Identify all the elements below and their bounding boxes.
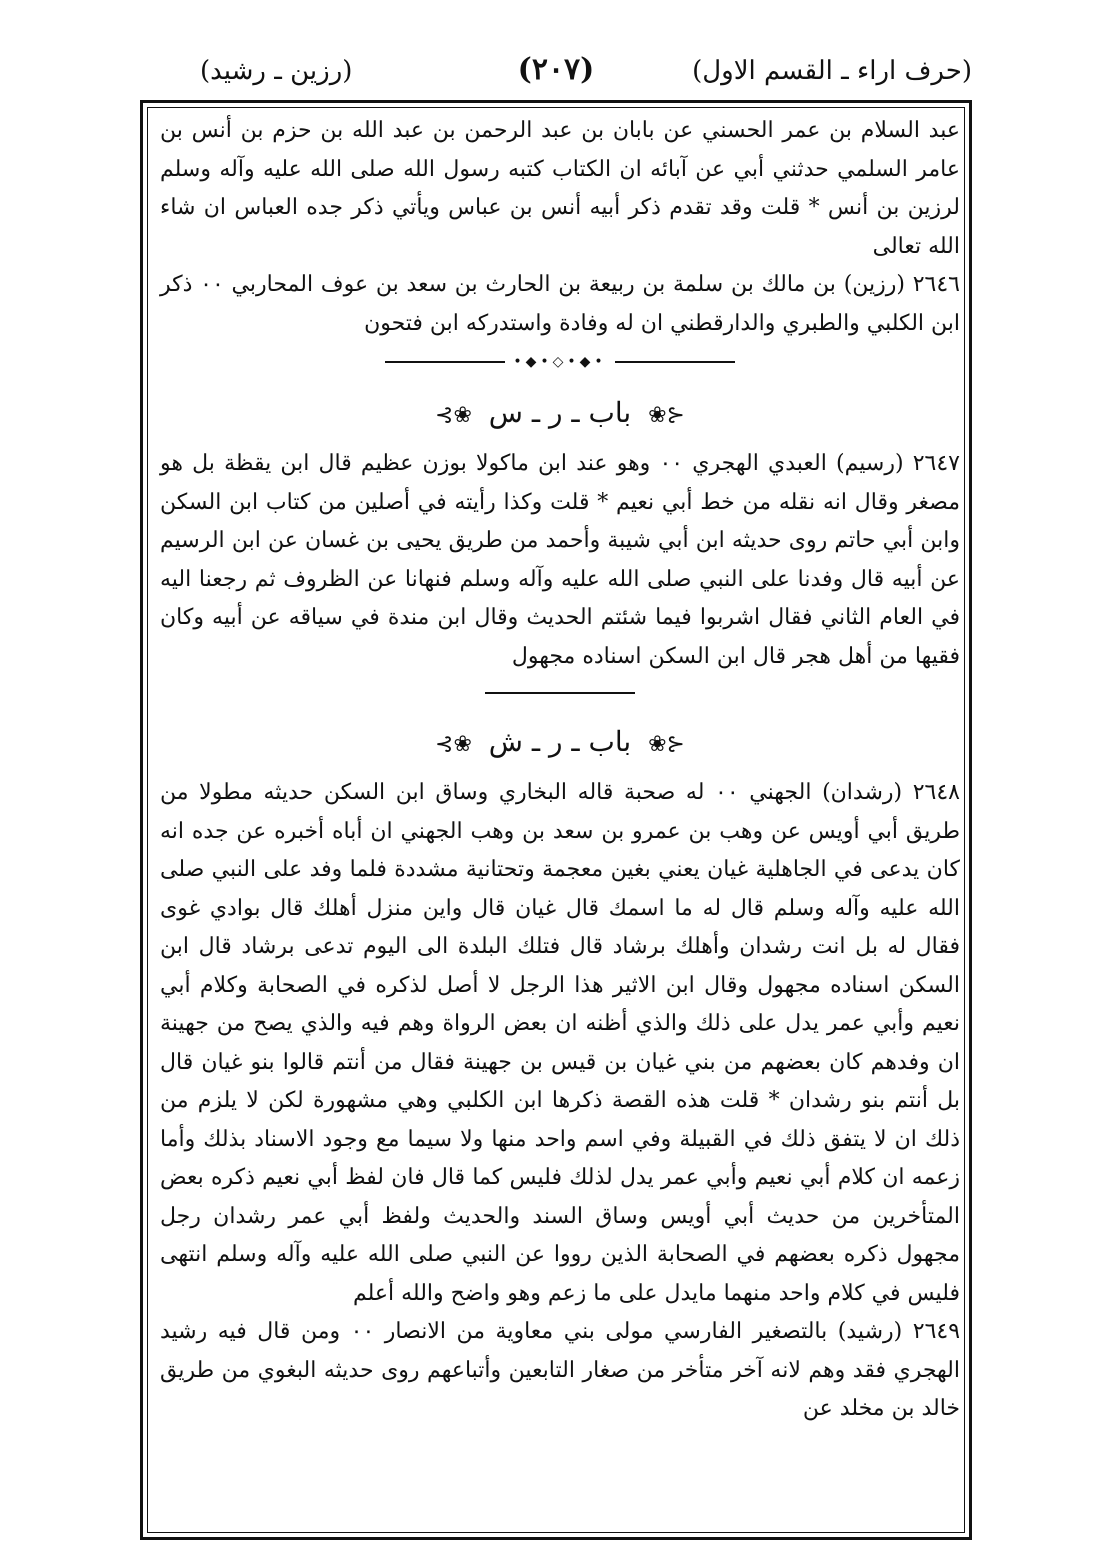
entry-number: ٢٦٤٧ xyxy=(912,451,960,476)
ornament-right-icon: ⊰❀ xyxy=(648,732,685,757)
chapter-heading-ra-sin xyxy=(160,381,960,445)
entry-number: ٢٦٤٩ xyxy=(912,1319,961,1344)
divider-line-left xyxy=(385,361,505,363)
entry-name: (رسيم) xyxy=(836,451,904,476)
entry-2648 xyxy=(160,774,960,1313)
entry-name: (رزين) xyxy=(843,272,905,297)
divider-ornament: •◆•◇•◆• xyxy=(513,353,607,370)
section-heading: (حرف اراء ـ القسم الاول) xyxy=(692,56,972,86)
entry-text: بن مالك بن سلمة بن ربيعة بن الحارث بن سعد بن عوف المحاربي ٠٠ ذكر ابن الكلبي والطبري والدارقطني ان له وفادة واستدركه ابن فتحون xyxy=(160,272,960,336)
ornamental-divider xyxy=(160,343,960,381)
entry-number: ٢٦٤٦ xyxy=(912,272,960,297)
ornament-right-icon: ⊰❀ xyxy=(648,403,685,428)
entry-text: العبدي الهجري ٠٠ وهو عند ابن ماكولا بوزن عظيم قال ابن يقظة بل هو مصغر وقال انه نقله من خط أبي نعيم * قلت وكذا رأيته في أصلين من كتاب ابن السكن وابن أبي حاتم روى حديثه ابن أبي شيبة وأحمد من طريق يحيى بن غسان عن ابن الرسيم عن أبيه قال وفدنا على النبي صلى الله عليه وآله وسلم فنهانا عن الظروف ثم رجعنا اليه في العام الثاني فقال اشربوا فيما شئتم الحديث وقال ابن مندة في سياقه عن أبيه وكان فقيها من أهل هجر قال ابن السكن اسناده مجهول xyxy=(160,451,960,669)
chapter-title: باب ـ ر ـ س xyxy=(488,396,632,429)
divider-line-right xyxy=(615,361,735,363)
entry-name: (رشدان) xyxy=(822,780,903,805)
entries-range-heading: (رزين ـ رشيد) xyxy=(200,56,353,86)
entry-name: (رشيد) xyxy=(837,1319,903,1344)
entry-2647 xyxy=(160,445,960,676)
ornament-left-icon: ❀⊱ xyxy=(435,403,472,428)
entry-2646 xyxy=(160,266,960,343)
continued-entry-text: عبد السلام بن عمر الحسني عن بابان بن عبد الرحمن بن عبد الله بن حزم بن أنس بن عامر السلمي حدثني أبي عن آبائه ان الكتاب كتبه رسول الله صلى الله عليه وآله وسلم لرزين بن أنس * قلت وقد تقدم ذكر أبيه أنس بن عباس ويأتي ذكر جده العباس ان شاء الله تعالى xyxy=(160,118,960,259)
divider xyxy=(160,676,960,710)
page-number: (٢٠٧) xyxy=(517,52,595,87)
entry-2649 xyxy=(160,1313,960,1429)
entry-text: بالتصغير الفارسي مولى بني معاوية من الانصار ٠٠ ومن قال فيه رشيد الهجري فقد وهم لانه آخر متأخر من صغار التابعين وأتباعهم روى حديثه البغوي من طريق خالد بن مخلد عن xyxy=(160,1319,960,1421)
entry-text: الجهني ٠٠ له صحبة قاله البخاري وساق ابن السكن حديثه مطولا من طريق أبي أويس عن وهب بن عمرو بن سعد بن وهب الجهني ان أباه أخبره عن جده انه كان يدعى في الجاهلية غيان يعني بغين معجمة وتحتانية مشددة فلما وفد على النبي صلى الله عليه وآله وسلم قال له ما اسمك قال غيان قال واين منزل أهلك قال بوادي غوى فقال له بل انت رشدان وأهلك برشاد قال فتلك البلدة الى اليوم تدعى برشاد قال ابن السكن اسناده مجهول وقال ابن الاثير هذا الرجل لا أصل لذكره في الصحابة وكلام أبي نعيم وأبي عمر يدل على ذلك والذي أظنه ان بعض الرواة وهم فيه والذي يصح من جهينة ان وفدهم كان بعضهم من بني غيان بن قيس بن جهينة فقال من أنتم قالوا بنو غيان قال بل أنتم بنو رشدان * قلت هذه القصة ذكرها ابن الكلبي وهي مشهورة لكن لا يلزم من ذلك ان لا يتفق ذلك في القبيلة وفي اسم واحد منها ولا سيما مع وجود الاسناد بذلك وأما زعمه ان كلام أبي نعيم وأبي عمر يدل لذلك فليس كما قال فان لفظ أبي نعيم ذكره بعض المتأخرين من حديث أبي أويس وساق السند والحديث ولفظ أبي عمر رشدان رجل مجهول ذكره بعضهم في الصحابة الذين رووا عن النبي صلى الله عليه وآله وسلم انتهى فليس في كلام واحد منهما مايدل على ما زعم وهو واضح والله أعلم xyxy=(160,780,960,1306)
ornament-left-icon: ❀⊱ xyxy=(435,732,472,757)
page-body xyxy=(160,112,960,1429)
page-header xyxy=(140,52,972,96)
divider-line xyxy=(485,692,635,694)
chapter-heading-ra-shin xyxy=(160,710,960,774)
chapter-title: باب ـ ر ـ ش xyxy=(488,725,632,758)
entry-number: ٢٦٤٨ xyxy=(912,780,960,805)
